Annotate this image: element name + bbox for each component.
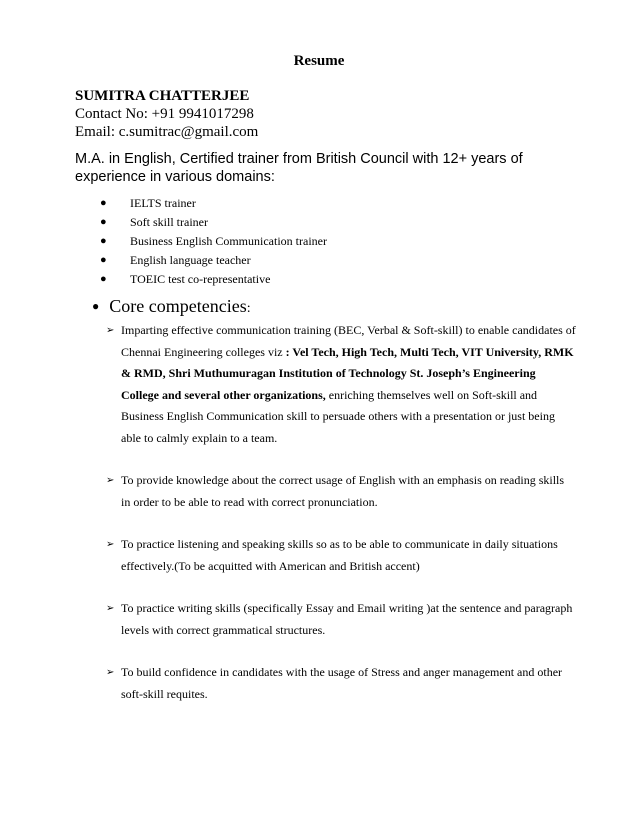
list-item	[100, 194, 327, 213]
candidate-name: SUMITRA CHATTERJEE	[75, 88, 250, 104]
point-text: To practice writing skills (specifically Essay and Email writing )at the sentence and paragraph levels with correct grammatical structures.	[121, 601, 573, 637]
list-item	[100, 251, 327, 270]
core-heading-colon: :	[246, 301, 251, 316]
email-address: Email: c.sumitrac@gmail.com	[75, 124, 259, 140]
list-item	[100, 270, 327, 289]
bullet-icon: ●	[92, 299, 100, 313]
point-bold-text: : Vel Tech, High Tech, Multi Tech, VIT University, RMK & RMD, Shri Muthumuragan Institution of Technology St. Joseph’s Engineering College and several other organizations,	[121, 344, 574, 402]
competency-list	[106, 320, 576, 705]
domain-list	[100, 194, 327, 289]
bullet-icon: ●	[100, 216, 107, 228]
domain-label: Business English Communication trainer	[130, 234, 327, 248]
list-item	[100, 213, 327, 232]
list-item	[106, 320, 576, 449]
core-competencies-heading	[92, 296, 251, 317]
arrow-bullet-icon: ➢	[106, 325, 115, 336]
summary-paragraph: M.A. in English, Certified trainer from British Council with 12+ years of experience in various domains:	[75, 151, 523, 185]
domain-label: IELTS trainer	[130, 196, 196, 210]
document-title: Resume	[293, 53, 345, 69]
list-item	[106, 470, 576, 513]
contact-number: Contact No: +91 9941017298	[75, 106, 254, 122]
point-text: To build confidence in candidates with the usage of Stress and anger management and other soft-skill requites.	[121, 665, 563, 701]
bullet-icon: ●	[100, 235, 107, 247]
point-text: Imparting effective communication training (BEC, Verbal & Soft-skill) to enable candidates of Chennai Engineering colleges viz	[121, 323, 576, 359]
domain-label: English language teacher	[130, 253, 251, 267]
bullet-icon: ●	[100, 254, 107, 266]
point-text-continued: enriching themselves well on Soft-skill and Business English Communication skill to persuade others with a presentation or just being able to calmly explain to a team.	[121, 387, 555, 445]
point-text: To provide knowledge about the correct usage of English with an emphasis on reading skills in order to be able to read with correct pronunciation.	[121, 473, 565, 509]
list-item	[106, 534, 576, 577]
arrow-bullet-icon: ➢	[106, 539, 115, 550]
domain-label: TOEIC test co-representative	[130, 272, 271, 286]
point-text: To practice listening and speaking skills so as to be able to communicate in daily situations effectively.(To be acquitted with American and British accent)	[121, 537, 558, 573]
bullet-icon: ●	[100, 273, 107, 285]
list-item	[106, 662, 576, 705]
arrow-bullet-icon: ➢	[106, 667, 115, 678]
arrow-bullet-icon: ➢	[106, 475, 115, 486]
bullet-icon: ●	[100, 197, 107, 209]
domain-label: Soft skill trainer	[130, 215, 208, 229]
list-item	[100, 232, 327, 251]
arrow-bullet-icon: ➢	[106, 603, 115, 614]
list-item	[106, 598, 576, 641]
core-heading-label: Core competencies	[109, 296, 247, 316]
